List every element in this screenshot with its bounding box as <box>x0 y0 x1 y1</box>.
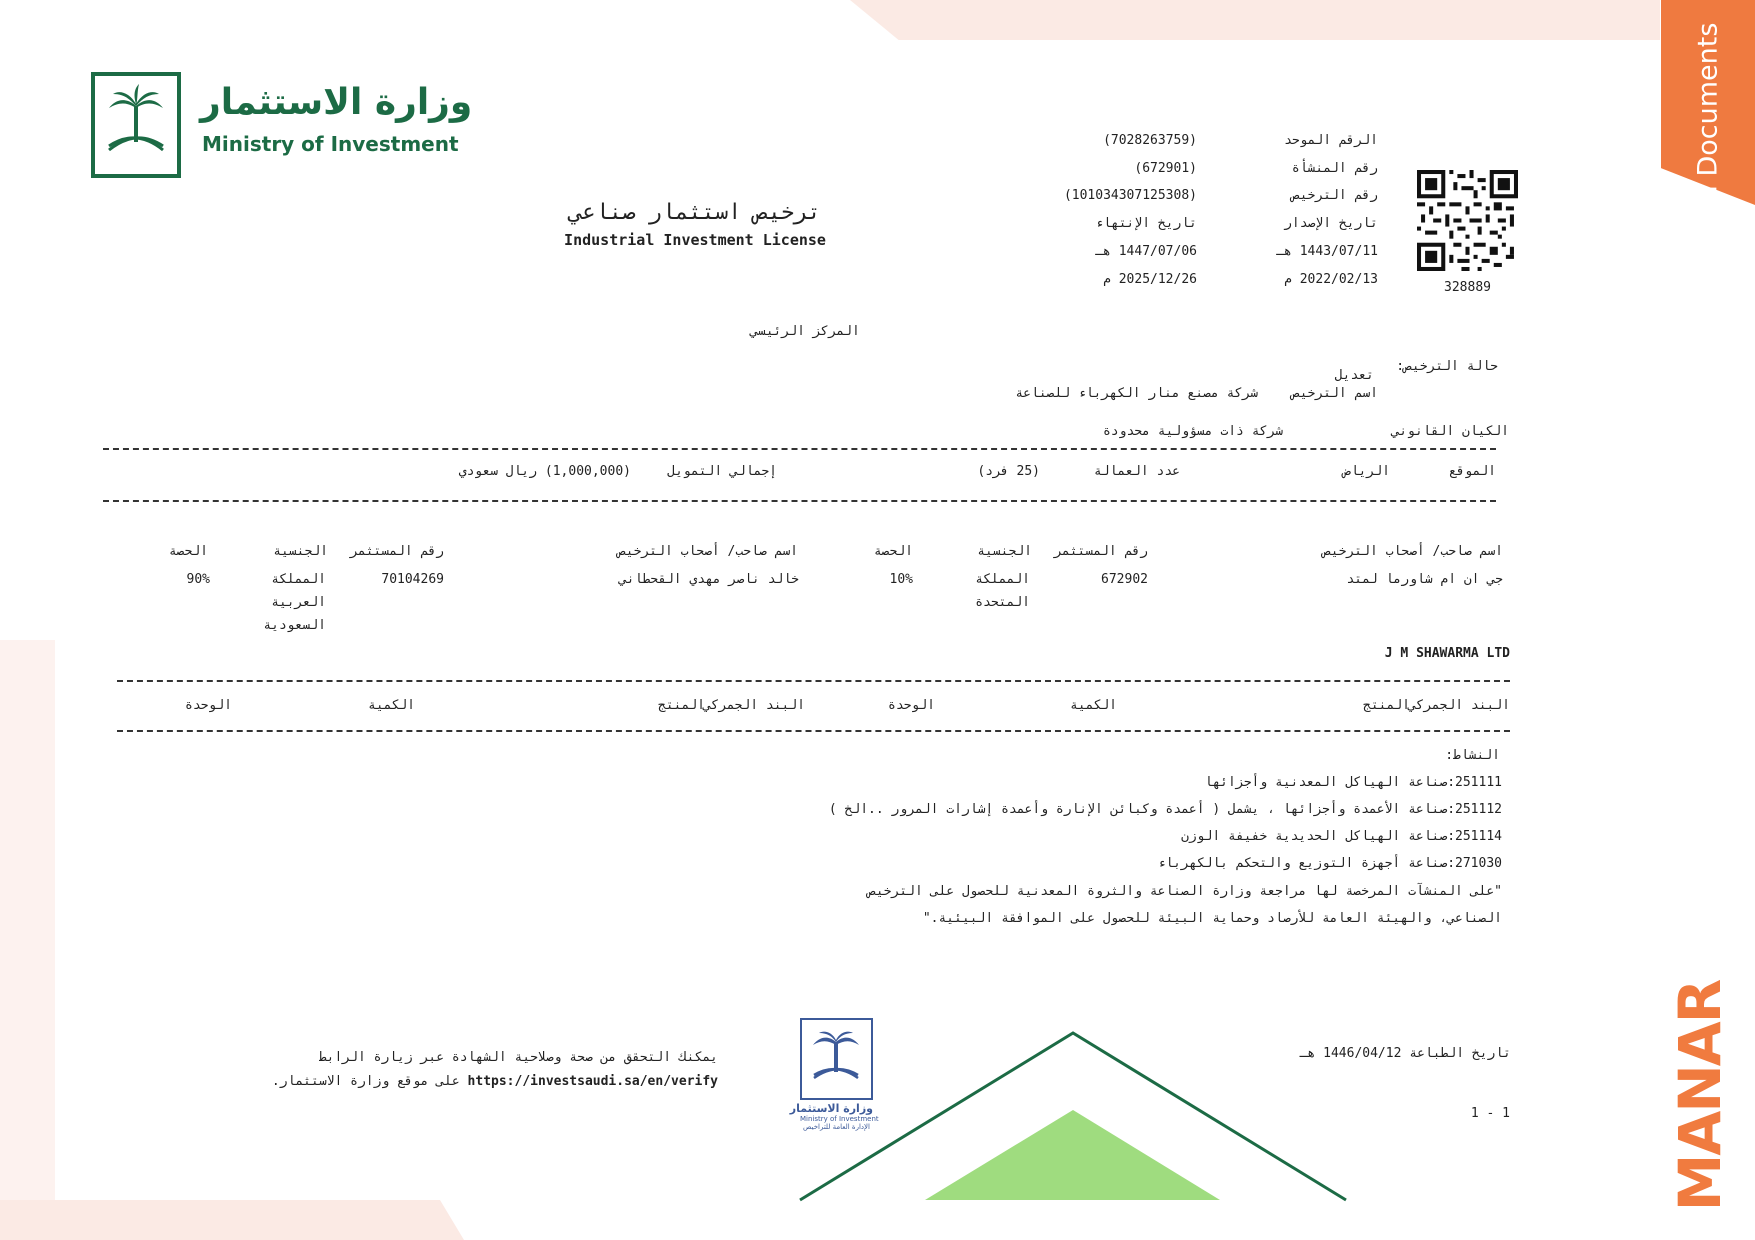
divider <box>117 680 1510 682</box>
products-header-quantity: الكمية <box>1070 698 1117 713</box>
owners-header-investor-number: رقم المستثمر <box>350 544 444 559</box>
products-header-quantity: الكمية <box>368 698 415 713</box>
products-header-product: المنتج <box>658 698 705 713</box>
workers-value: (25 فرد) <box>977 464 1040 479</box>
bg-shape-top <box>850 0 1660 40</box>
verify-text: يمكنك التحقق من صحة وصلاحية الشهادة عبر زيارة الرابط <box>318 1050 718 1065</box>
legal-documents-label: Legal Documents <box>1692 22 1724 258</box>
workers-label: عدد العمالة <box>1093 464 1180 479</box>
owners-header-share: الحصة <box>873 544 913 559</box>
owners-header-share: الحصة <box>168 544 208 559</box>
funding-label: إجمالي التمويل <box>667 464 777 479</box>
palm-swords-icon <box>95 76 177 174</box>
qr-number: 328889 <box>1444 280 1491 295</box>
owner-nationality: المملكة <box>975 572 1030 587</box>
owner-latin-name: J M SHAWARMA LTD <box>1384 646 1510 661</box>
verify-line <box>118 1074 718 1089</box>
establishment-number-value: (672901) <box>1134 161 1197 176</box>
license-name-value: شركة مصنع منار الكهرباء للصناعة <box>1015 386 1258 401</box>
issue-date-label: تاريخ الإصدار <box>1284 216 1378 231</box>
owner-investor-number: 672902 <box>1101 572 1148 587</box>
owner-nationality: المملكة <box>271 572 326 587</box>
divider <box>103 448 1496 450</box>
activity-item: 251111:صناعة الهياكل المعدنية وأجزائها <box>1204 775 1502 790</box>
verify-url[interactable]: https://investsaudi.sa/en/verify <box>467 1074 718 1089</box>
location-value: الرياض <box>1343 464 1390 479</box>
license-status-value: تعديل <box>1334 368 1374 383</box>
owner-nationality: العربية <box>271 595 326 610</box>
products-header-product: المنتج <box>1363 698 1410 713</box>
seal-subtitle: الإدارة العامة للتراخيص <box>803 1123 870 1131</box>
activity-note: "على المنشآت المرخصة لها مراجعة وزارة الصناعة والثروة المعدنية للحصول على الترخيص <box>868 884 1502 899</box>
owner-nationality: المتحدة <box>975 595 1030 610</box>
ministry-name-en: Ministry of Investment <box>202 132 459 156</box>
decorative-triangle <box>790 1030 1370 1202</box>
owner-name: خالد ناصر مهدي القحطاني <box>618 572 799 587</box>
issue-date-greg: 2022/02/13 م <box>1284 272 1378 287</box>
expiry-date-label: تاريخ الإنتهاء <box>1095 216 1197 231</box>
products-header-unit: الوحدة <box>185 698 232 713</box>
print-date: تاريخ الطباعة 1446/04/12 هـ <box>1299 1046 1511 1061</box>
bg-shape-left <box>0 640 55 1240</box>
owner-share: 10% <box>889 572 913 587</box>
ministry-logo <box>91 72 181 178</box>
issue-date-hijri: 1443/07/11 هـ <box>1276 244 1378 259</box>
funding-value: (1,000,000) ريال سعودي <box>458 464 631 479</box>
establishment-number-label: رقم المنشأة <box>1291 161 1378 176</box>
document-title-ar: ترخيص استثمار صناعي <box>569 200 821 225</box>
owners-header-name: اسم صاحب/ أصحاب الترخيص <box>617 544 798 559</box>
products-header-item: البند الجمركي <box>1408 698 1510 713</box>
legal-entity-value: شركة ذات مسؤولية محدودة <box>1102 424 1283 439</box>
expiry-date-hijri: 1447/07/06 هـ <box>1095 244 1197 259</box>
document-title-en: Industrial Investment License <box>564 231 826 249</box>
owners-header-investor-number: رقم المستثمر <box>1054 544 1148 559</box>
license-number-value: (101034307125308) <box>1063 188 1197 203</box>
products-header-unit: الوحدة <box>888 698 935 713</box>
activity-item: 271030:صناعة أجهزة التوزيع والتحكم بالكهرباء <box>1157 856 1502 871</box>
activity-item: 251112:صناعة الأعمدة وأجزائها ، يشمل ( أعمدة وكبائن الإنارة وأعمدة إشارات المرور ..الخ ) <box>828 802 1502 817</box>
license-number-label: رقم الترخيص <box>1291 188 1378 203</box>
owner-nationality: السعودية <box>263 618 326 633</box>
license-name-label: اسم الترخيص <box>1291 386 1378 401</box>
expiry-date-greg: 2025/12/26 م <box>1103 272 1197 287</box>
activity-label: النشاط: <box>1445 748 1500 763</box>
owner-name: جي ان ام شاورما لمتد <box>1346 572 1503 587</box>
activity-note: الصناعي، والهيئة العامة للأرصاد وحماية البيئة للحصول على الموافقة البيئية." <box>922 911 1502 926</box>
owners-header-nationality: الجنسية <box>273 544 328 559</box>
legal-entity-label: الكيان القانوني <box>1391 424 1509 439</box>
unified-number-label: الرقم الموحد <box>1284 133 1378 148</box>
owner-share: 90% <box>186 572 210 587</box>
divider <box>117 730 1510 732</box>
seal-title-en: Ministry of Investment <box>800 1115 879 1123</box>
activity-item: 251114:صناعة الهياكل الحديدية خفيفة الوزن <box>1181 829 1502 844</box>
bg-shape-bottom <box>0 1200 800 1240</box>
products-header-item: البند الجمركي <box>703 698 805 713</box>
qr-code <box>1417 167 1518 274</box>
owners-header-name: اسم صاحب/ أصحاب الترخيص <box>1322 544 1503 559</box>
divider <box>103 500 1496 502</box>
unified-number-value: (7028263759) <box>1103 133 1197 148</box>
verify-suffix: على موقع وزارة الاستثمار. <box>271 1074 460 1089</box>
owners-header-nationality: الجنسية <box>977 544 1032 559</box>
seal-title-ar: وزارة الاستثمار <box>789 1102 873 1115</box>
head-office-label: المركز الرئيسي <box>750 324 860 339</box>
manar-logo: MANAR <box>1666 980 1734 1212</box>
license-status-label: حالة الترخيص: <box>1396 359 1498 374</box>
owner-investor-number: 70104269 <box>381 572 444 587</box>
location-label: الموقع <box>1449 464 1496 479</box>
page-number: 1 - 1 <box>1470 1106 1510 1121</box>
ministry-name-ar: وزارة الاستثمار <box>200 82 473 123</box>
